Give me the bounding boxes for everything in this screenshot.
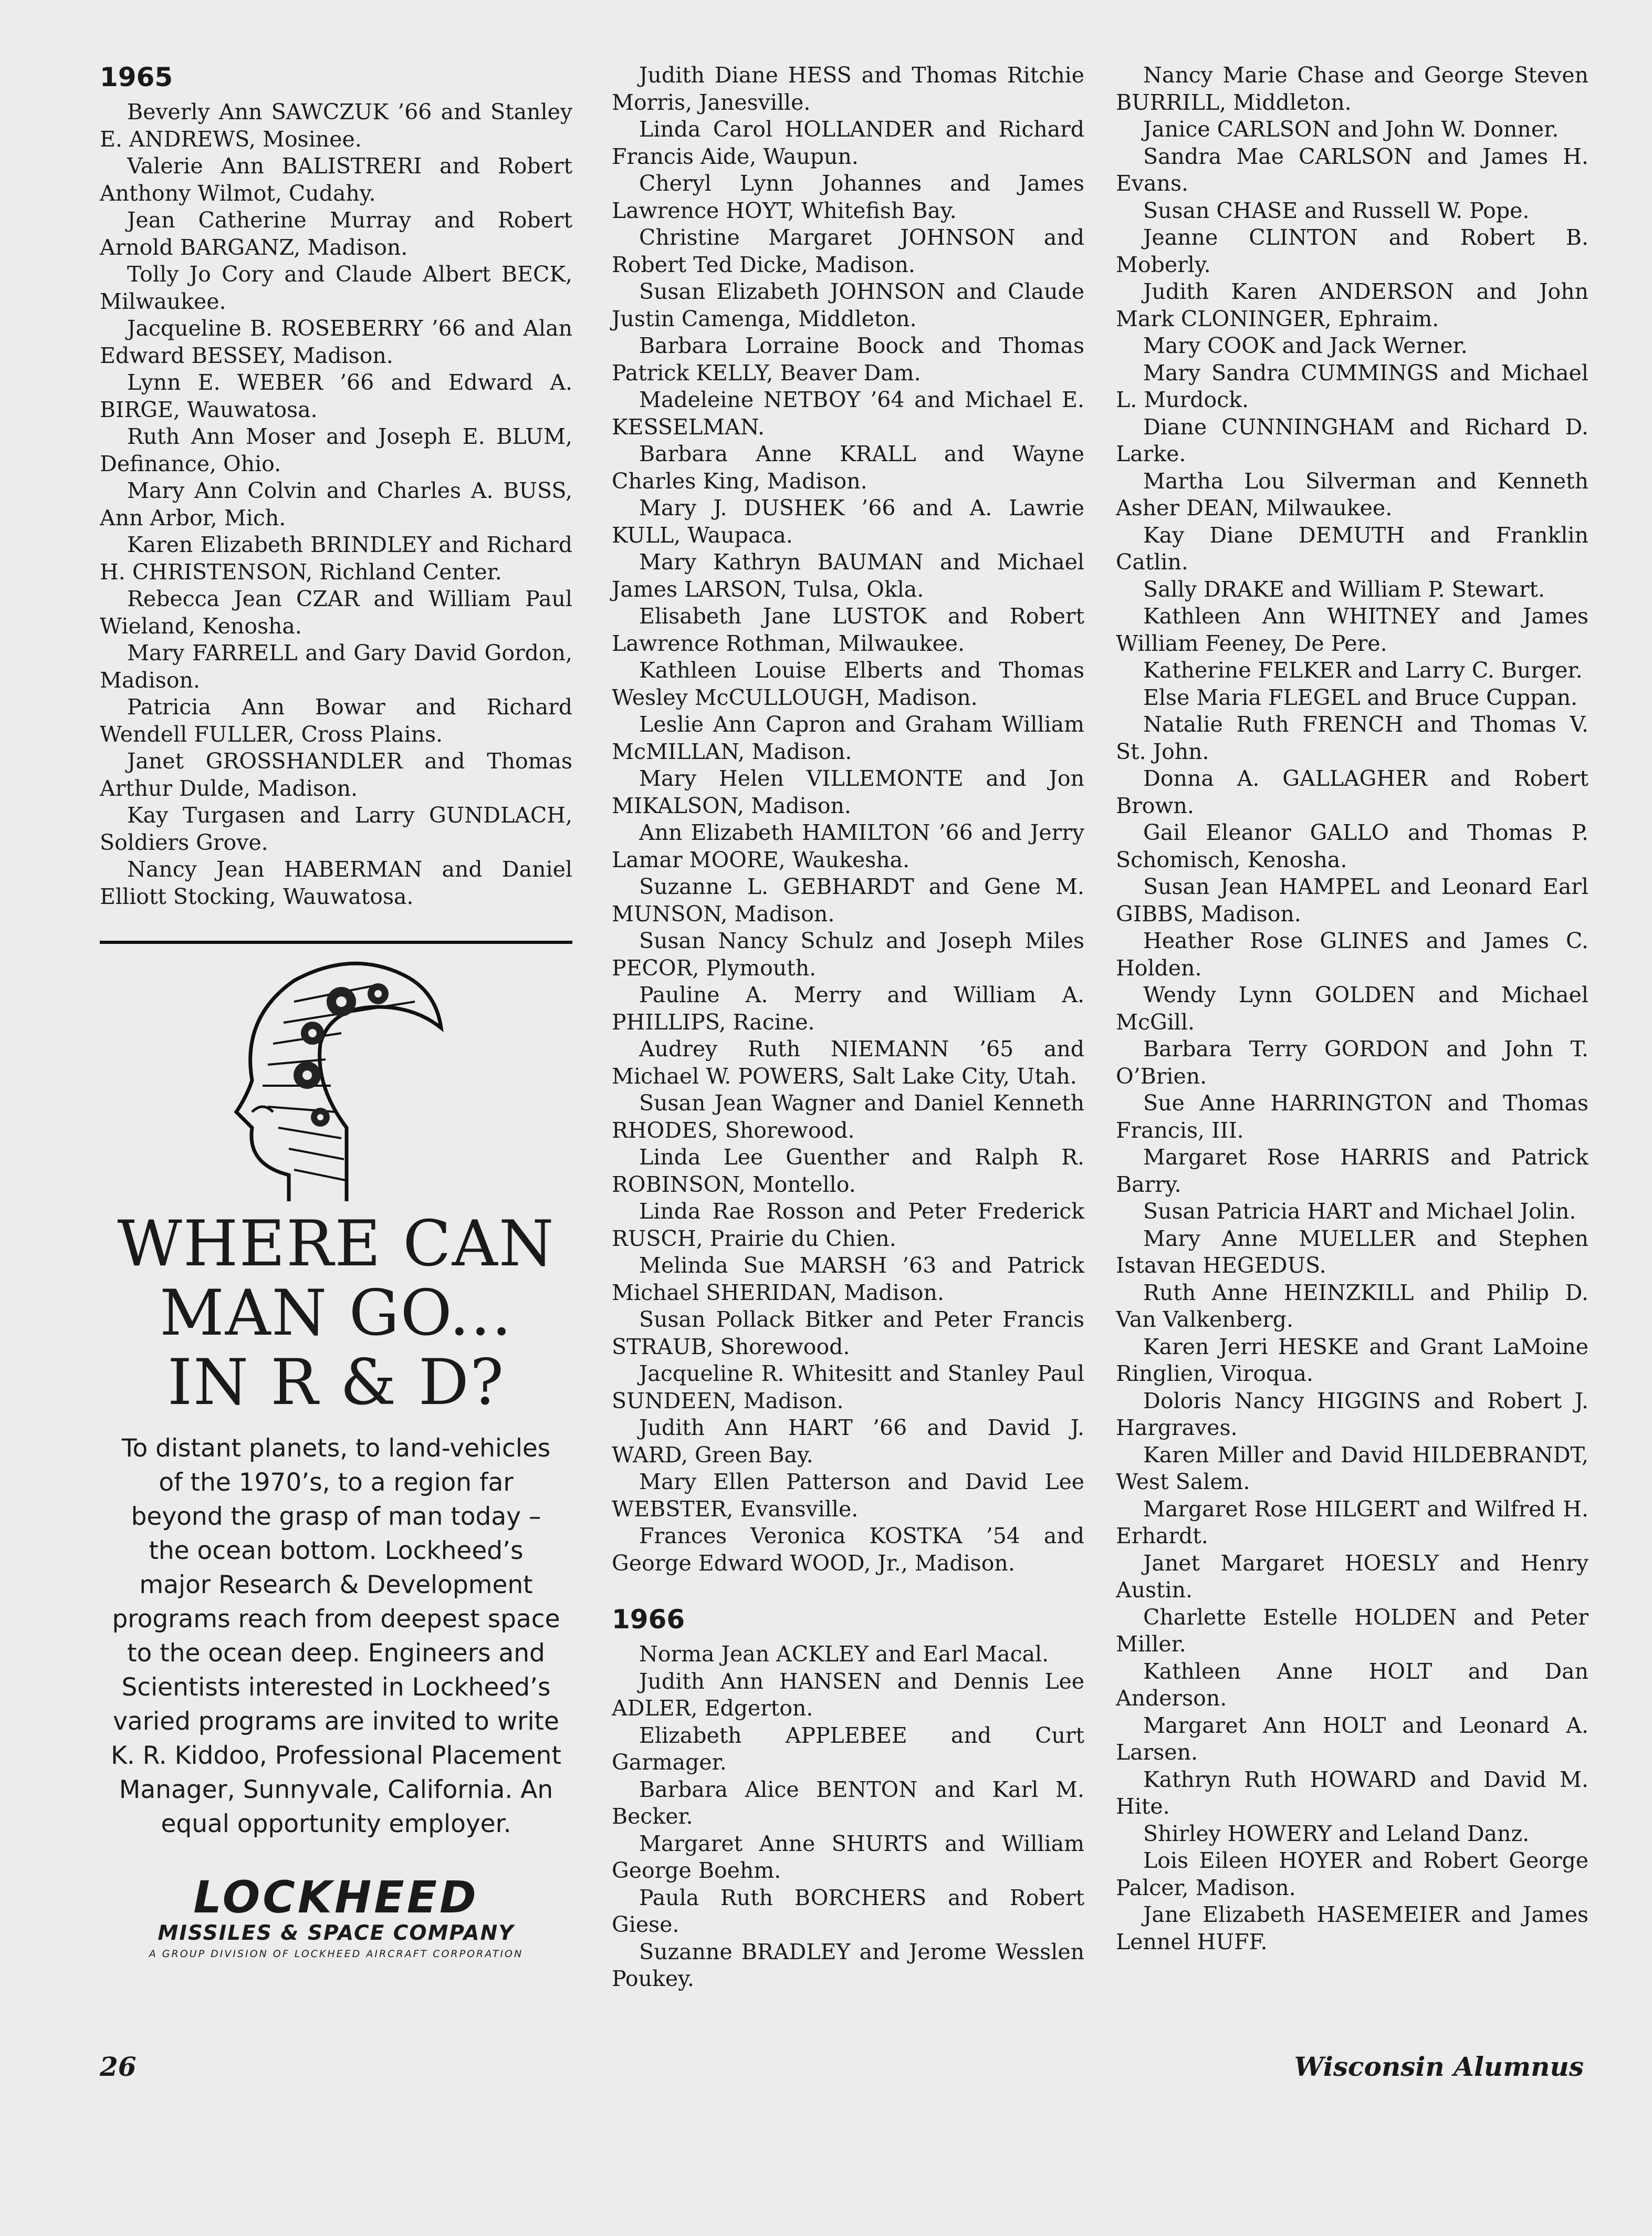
column-3 xyxy=(1116,62,1588,1956)
list-item: Kathleen Louise Elberts and Thomas Wesley McCULLOUGH, Madison. xyxy=(612,658,1084,710)
list-item: Natalie Ruth FRENCH and Thomas V. St. John. xyxy=(1116,712,1588,764)
list-item: Jane Elizabeth HASEMEIER and James Lennel HUFF. xyxy=(1116,1902,1588,1954)
list-item: Charlette Estelle HOLDEN and Peter Miller. xyxy=(1116,1604,1588,1657)
list-item: Mary J. DUSHEK ’66 and A. Lawrie KULL, Waupaca. xyxy=(612,495,1084,548)
list-item: Jacqueline R. Whitesitt and Stanley Paul SUNDEEN, Madison. xyxy=(612,1361,1084,1413)
list-item: Karen Miller and David HILDEBRANDT, West Salem. xyxy=(1116,1442,1588,1494)
marriage-list-1966-continued xyxy=(1116,62,1588,1956)
list-item: Karen Elizabeth BRINDLEY and Richard H. CHRISTENSON, Richland Center. xyxy=(100,532,572,585)
list-item: Gail Eleanor GALLO and Thomas P. Schomisch, Kenosha. xyxy=(1116,820,1588,872)
page-number: 26 xyxy=(100,2051,137,2082)
list-item: Judith Karen ANDERSON and John Mark CLONINGER, Ephraim. xyxy=(1116,279,1588,331)
list-item: Linda Lee Guenther and Ralph R. ROBINSON, Montello. xyxy=(612,1145,1084,1197)
list-item: Linda Carol HOLLANDER and Richard Francis Aide, Waupun. xyxy=(612,117,1084,169)
list-item: Jacqueline B. ROSEBERRY ’66 and Alan Edward BESSEY, Madison. xyxy=(100,316,572,368)
list-item: Elizabeth APPLEBEE and Curt Garmager. xyxy=(612,1722,1084,1775)
list-item: Audrey Ruth NIEMANN ’65 and Michael W. POWERS, Salt Lake City, Utah. xyxy=(612,1036,1084,1089)
list-item: Sandra Mae CARLSON and James H. Evans. xyxy=(1116,143,1588,196)
list-item: Norma Jean ACKLEY and Earl Macal. xyxy=(639,1641,1049,1667)
lockheed-advertisement xyxy=(100,954,572,1962)
list-item: Sally DRAKE and William P. Stewart. xyxy=(1143,576,1545,602)
list-item: Susan Jean HAMPEL and Leonard Earl GIBBS, Madison. xyxy=(1116,874,1588,927)
list-item: Margaret Rose HARRIS and Patrick Barry. xyxy=(1116,1145,1588,1197)
list-item: Doloris Nancy HIGGINS and Robert J. Hargraves. xyxy=(1116,1388,1588,1440)
list-item: Judith Diane HESS and Thomas Ritchie Morris, Janesville. xyxy=(612,63,1084,115)
list-item: Margaret Ann HOLT and Leonard A. Larsen. xyxy=(1116,1712,1588,1765)
list-item: Heather Rose GLINES and James C. Holden. xyxy=(1116,928,1588,981)
list-item: Linda Rae Rosson and Peter Frederick RUSCH, Prairie du Chien. xyxy=(612,1199,1084,1251)
year-heading-1965: 1965 xyxy=(100,62,173,92)
list-item: Rebecca Jean CZAR and William Paul Wieland, Kenosha. xyxy=(100,586,572,639)
list-item: Patricia Ann Bowar and Richard Wendell FULLER, Cross Plains. xyxy=(100,694,572,747)
list-item: Margaret Anne SHURTS and William George Boehm. xyxy=(612,1831,1084,1883)
list-item: Kathleen Ann WHITNEY and James William Feeney, De Pere. xyxy=(1116,604,1588,656)
list-item: Nancy Marie Chase and George Steven BURRILL, Middleton. xyxy=(1116,63,1588,115)
marriage-list-1966 xyxy=(612,1641,1084,1993)
list-item: Frances Veronica KOSTKA ’54 and George Edward WOOD, Jr., Madison. xyxy=(612,1523,1084,1576)
list-item: Janice CARLSON and John W. Donner. xyxy=(1143,117,1559,142)
list-item: Janet GROSSHANDLER and Thomas Arthur Dulde, Madison. xyxy=(100,748,572,801)
list-item: Tolly Jo Cory and Claude Albert BECK, Milwaukee. xyxy=(100,262,572,314)
list-item: Barbara Alice BENTON and Karl M. Becker. xyxy=(612,1776,1084,1829)
list-item: Mary FARRELL and Gary David Gordon, Madison. xyxy=(100,640,572,693)
ad-headline-line: MAN GO... xyxy=(159,1277,513,1350)
list-item: Lynn E. WEBER ’66 and Edward A. BIRGE, Wauwatosa. xyxy=(100,370,572,422)
mechanical-head-illustration xyxy=(215,954,457,1207)
list-item: Ruth Ann Moser and Joseph E. BLUM, Definance, Ohio. xyxy=(100,424,572,476)
list-item: Christine Margaret JOHNSON and Robert Ted Dicke, Madison. xyxy=(612,225,1084,277)
list-item: Mary Sandra CUMMINGS and Michael L. Murdock. xyxy=(1116,360,1588,412)
list-item: Margaret Rose HILGERT and Wilfred H. Erhardt. xyxy=(1116,1496,1588,1548)
list-item: Suzanne L. GEBHARDT and Gene M. MUNSON, Madison. xyxy=(612,874,1084,927)
list-item: Donna A. GALLAGHER and Robert Brown. xyxy=(1116,766,1588,818)
list-item: Mary Helen VILLEMONTE and Jon MIKALSON, Madison. xyxy=(612,766,1084,818)
list-item: Susan Patricia HART and Michael Jolin. xyxy=(1143,1199,1576,1224)
list-item: Lois Eileen HOYER and Robert George Palcer, Madison. xyxy=(1116,1848,1588,1900)
lockheed-logo: LOCKHEED xyxy=(193,1871,479,1923)
year-heading-1966: 1966 xyxy=(612,1604,685,1635)
list-item: Kay Diane DEMUTH and Franklin Catlin. xyxy=(1116,522,1588,575)
list-item: Susan Nancy Schulz and Joseph Miles PECOR, Plymouth. xyxy=(612,928,1084,981)
company-name: MISSILES & SPACE COMPANY xyxy=(158,1921,515,1945)
list-item: Diane CUNNINGHAM and Richard D. Larke. xyxy=(1116,414,1588,466)
ad-headline-line: IN R & D? xyxy=(167,1346,505,1419)
list-item: Susan Elizabeth JOHNSON and Claude Justin Camenga, Middleton. xyxy=(612,279,1084,331)
list-item: Sue Anne HARRINGTON and Thomas Francis, III. xyxy=(1116,1090,1588,1143)
list-item: Katherine FELKER and Larry C. Burger. xyxy=(1143,658,1583,683)
list-item: Nancy Jean HABERMAN and Daniel Elliott Stocking, Wauwatosa. xyxy=(100,857,572,909)
list-item: Elisabeth Jane LUSTOK and Robert Lawrence Rothman, Milwaukee. xyxy=(612,604,1084,656)
list-item: Ann Elizabeth HAMILTON ’66 and Jerry Lamar MOORE, Waukesha. xyxy=(612,820,1084,872)
list-item: Susan Pollack Bitker and Peter Francis STRAUB, Shorewood. xyxy=(612,1307,1084,1359)
list-item: Leslie Ann Capron and Graham William McMILLAN, Madison. xyxy=(612,712,1084,764)
ad-body-text: To distant planets, to land-vehicles of the 1970’s, to a region far beyond the grasp of man today – the ocean bottom. Lockheed’s major Research & Development programs reach from deepest space to the ocean deep. Engineers and Scientists interested in Lockheed’s varied programs are invited to write K. R. Kiddoo, Professional Placement Manager, Sunnyvale, California. An equal opportunity employer. xyxy=(111,1434,561,1838)
list-item: Paula Ruth BORCHERS and Robert Giese. xyxy=(612,1885,1084,1937)
list-item: Mary Ann Colvin and Charles A. BUSS, Ann Arbor, Mich. xyxy=(100,478,572,531)
ad-headline xyxy=(100,1210,572,1418)
list-item: Jeanne CLINTON and Robert B. Moberly. xyxy=(1116,225,1588,277)
list-item: Mary Anne MUELLER and Stephen Istavan HEGEDUS. xyxy=(1116,1225,1588,1278)
list-item: Wendy Lynn GOLDEN and Michael McGill. xyxy=(1116,982,1588,1035)
marriage-list-1965 xyxy=(100,99,572,910)
list-item: Mary COOK and Jack Werner. xyxy=(1143,333,1468,358)
list-item: Else Maria FLEGEL and Bruce Cuppan. xyxy=(1143,684,1578,710)
list-item: Mary Kathryn BAUMAN and Michael James LARSON, Tulsa, Okla. xyxy=(612,549,1084,602)
list-item: Barbara Lorraine Boock and Thomas Patrick KELLY, Beaver Dam. xyxy=(612,333,1084,386)
list-item: Susan Jean Wagner and Daniel Kenneth RHODES, Shorewood. xyxy=(612,1090,1084,1143)
list-item: Janet Margaret HOESLY and Henry Austin. xyxy=(1116,1550,1588,1603)
company-tagline: A GROUP DIVISION OF LOCKHEED AIRCRAFT CORPORATION xyxy=(149,1948,524,1960)
list-item: Judith Ann HANSEN and Dennis Lee ADLER, Edgerton. xyxy=(612,1668,1084,1721)
list-item: Ruth Anne HEINZKILL and Philip D. Van Valkenberg. xyxy=(1116,1280,1588,1332)
list-item: Valerie Ann BALISTRERI and Robert Anthony Wilmot, Cudahy. xyxy=(100,153,572,206)
list-item: Martha Lou Silverman and Kenneth Asher DEAN, Milwaukee. xyxy=(1116,468,1588,521)
list-item: Cheryl Lynn Johannes and James Lawrence HOYT, Whitefish Bay. xyxy=(612,171,1084,223)
list-item: Mary Ellen Patterson and David Lee WEBSTER, Evansville. xyxy=(612,1469,1084,1522)
list-item: Barbara Terry GORDON and John T. O’Brien. xyxy=(1116,1036,1588,1089)
list-item: Beverly Ann SAWCZUK ’66 and Stanley E. ANDREWS, Mosinee. xyxy=(100,99,572,152)
column-2 xyxy=(612,62,1084,1993)
list-item: Judith Ann HART ’66 and David J. WARD, Green Bay. xyxy=(612,1415,1084,1468)
divider-rule xyxy=(100,941,572,944)
ad-headline-line: WHERE CAN xyxy=(117,1208,555,1281)
list-item: Barbara Anne KRALL and Wayne Charles King, Madison. xyxy=(612,441,1084,494)
marriage-list-1965-continued xyxy=(612,62,1084,1577)
list-item: Shirley HOWERY and Leland Danz. xyxy=(1143,1821,1530,1846)
list-item: Suzanne BRADLEY and Jerome Wesslen Poukey. xyxy=(612,1939,1084,1991)
list-item: Susan CHASE and Russell W. Pope. xyxy=(1143,197,1530,223)
list-item: Madeleine NETBOY ’64 and Michael E. KESSELMAN. xyxy=(612,387,1084,440)
list-item: Kathryn Ruth HOWARD and David M. Hite. xyxy=(1116,1766,1588,1819)
list-item: Jean Catherine Murray and Robert Arnold BARGANZ, Madison. xyxy=(100,207,572,260)
list-item: Pauline A. Merry and William A. PHILLIPS, Racine. xyxy=(612,982,1084,1035)
list-item: Kay Turgasen and Larry GUNDLACH, Soldiers Grove. xyxy=(100,803,572,855)
list-item: Kathleen Anne HOLT and Dan Anderson. xyxy=(1116,1658,1588,1711)
column-1 xyxy=(100,62,572,1962)
list-item: Melinda Sue MARSH ’63 and Patrick Michael SHERIDAN, Madison. xyxy=(612,1253,1084,1305)
magazine-title: Wisconsin Alumnus xyxy=(1294,2051,1584,2082)
list-item: Karen Jerri HESKE and Grant LaMoine Ringlien, Viroqua. xyxy=(1116,1334,1588,1386)
